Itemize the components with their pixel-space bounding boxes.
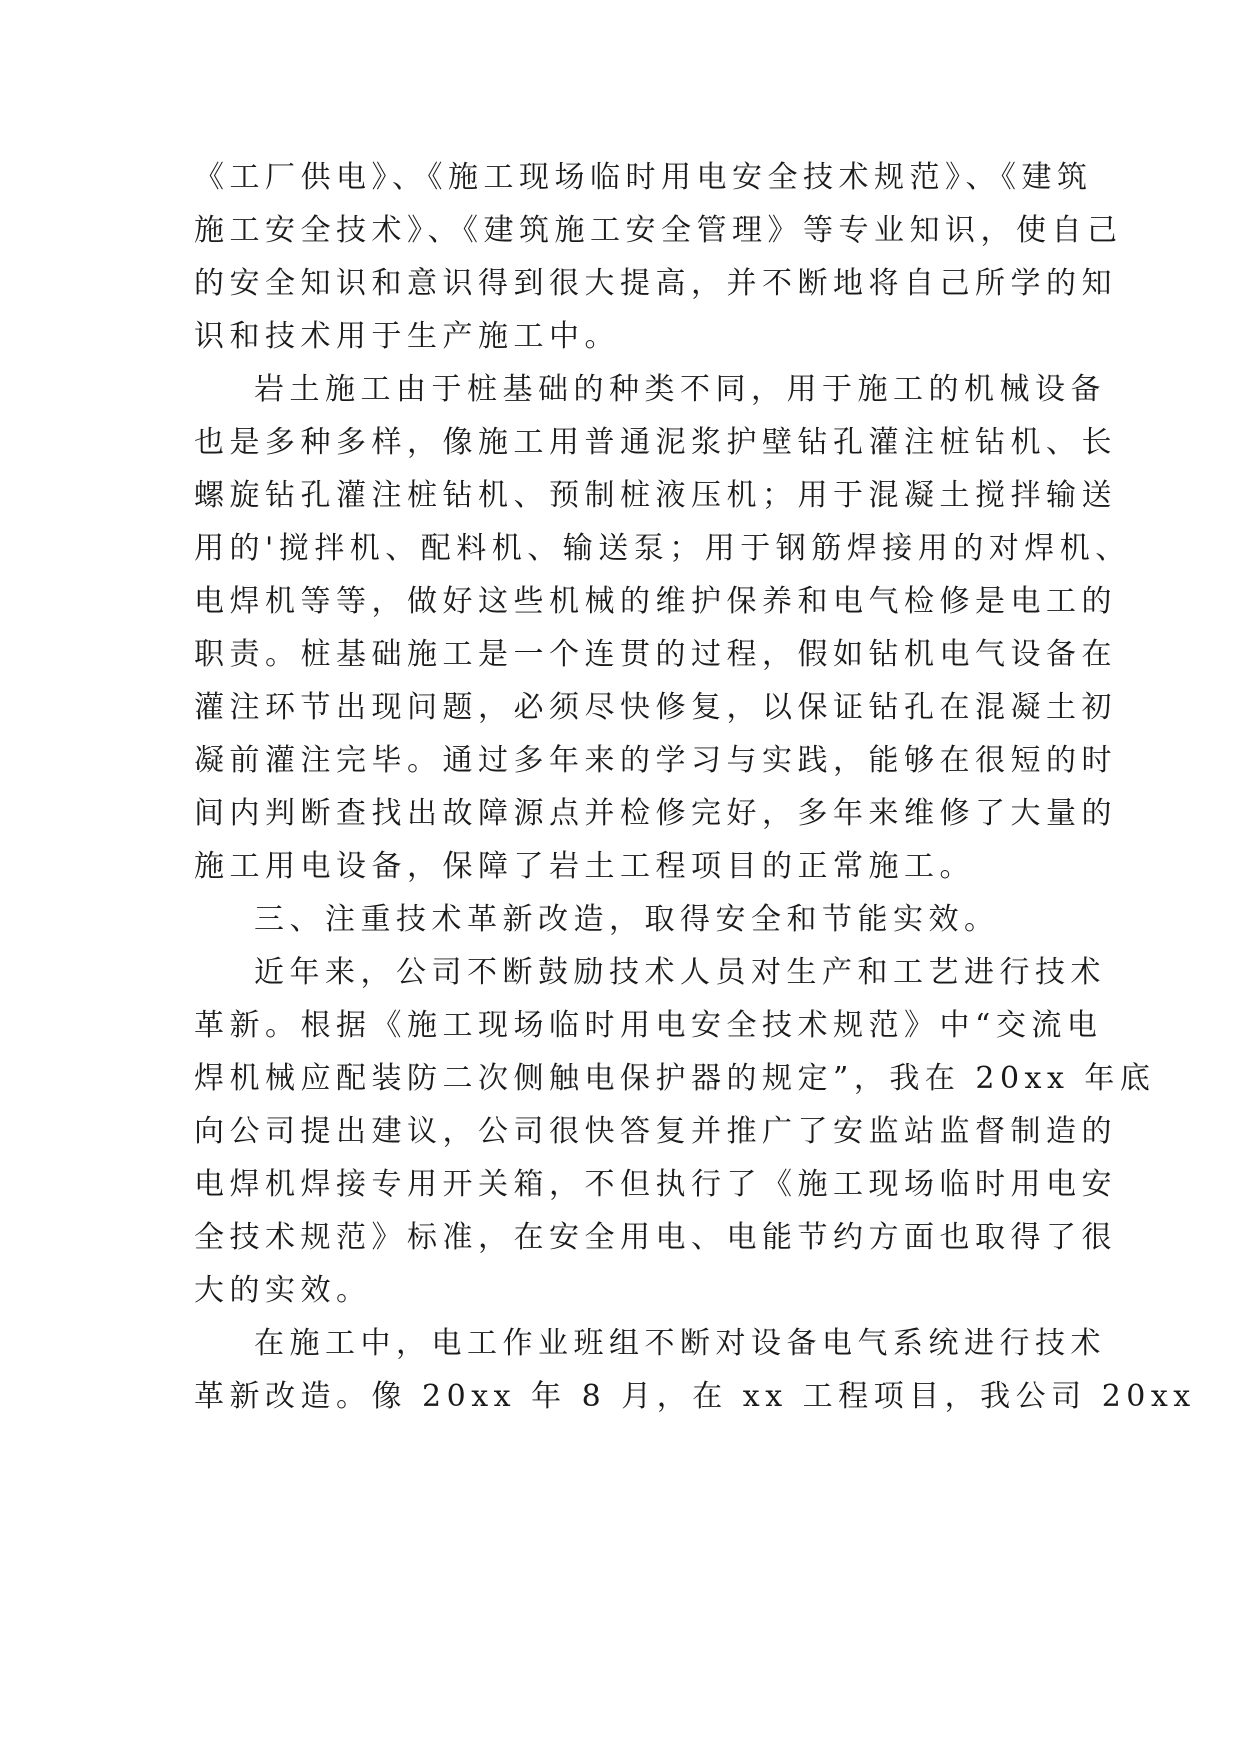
paragraph-start-line: 岩土施工由于桩基础的种类不同，用于施工的机械设备 xyxy=(254,372,1106,407)
text-line: 大的实效。 xyxy=(194,1273,372,1308)
text-line: 施工安全技术》、《建筑施工安全管理》等专业知识，使自己 xyxy=(194,213,1123,248)
text-line: 革新。根据《施工现场临时用电安全技术规范》中“交流电 xyxy=(194,1008,1103,1043)
text-line: 革新改造。像 20xx 年 8 月，在 xx 工程项目，我公司 20xx xyxy=(194,1379,1196,1414)
paragraph-start-line: 近年来，公司不断鼓励技术人员对生产和工艺进行技术 xyxy=(254,955,1106,990)
text-line: 螺旋钻孔灌注桩钻机、预制桩液压机；用于混凝土搅拌输送 xyxy=(194,478,1117,513)
paragraph-start-line: 在施工中，电工作业班组不断对设备电气系统进行技术 xyxy=(254,1326,1106,1361)
text-line: 职责。桩基础施工是一个连贯的过程，假如钻机电气设备在 xyxy=(194,637,1117,672)
text-line: 识和技术用于生产施工中。 xyxy=(194,319,620,354)
text-line: 向公司提出建议，公司很快答复并推广了安监站监督制造的 xyxy=(194,1114,1117,1149)
text-line: 电焊机等等，做好这些机械的维护保养和电气检修是电工的 xyxy=(194,584,1117,619)
text-line: 间内判断查找出故障源点并检修完好，多年来维修了大量的 xyxy=(194,796,1117,831)
text-line: 凝前灌注完毕。通过多年来的学习与实践，能够在很短的时 xyxy=(194,743,1117,778)
text-line: 用的'搅拌机、配料机、输送泵；用于钢筋焊接用的对焊机、 xyxy=(194,531,1131,566)
text-line: 焊机械应配装防二次侧触电保护器的规定”，我在 20xx 年底 xyxy=(194,1061,1156,1096)
text-line: 也是多种多样，像施工用普通泥浆护壁钻孔灌注桩钻机、长 xyxy=(194,425,1117,460)
text-line: 的安全知识和意识得到很大提高，并不断地将自己所学的知 xyxy=(194,266,1117,301)
text-line: 电焊机焊接专用开关箱，不但执行了《施工现场临时用电安 xyxy=(194,1167,1117,1202)
text-line: 《工厂供电》、《施工现场临时用电安全技术规范》、《建筑 xyxy=(194,160,1093,195)
text-line: 全技术规范》标准，在安全用电、电能节约方面也取得了很 xyxy=(194,1220,1117,1255)
text-line: 灌注环节出现问题，必须尽快修复，以保证钻孔在混凝土初 xyxy=(194,690,1117,725)
section-heading: 三、注重技术革新改造，取得安全和节能实效。 xyxy=(254,902,1000,937)
text-line: 施工用电设备，保障了岩土工程项目的正常施工。 xyxy=(194,849,975,884)
